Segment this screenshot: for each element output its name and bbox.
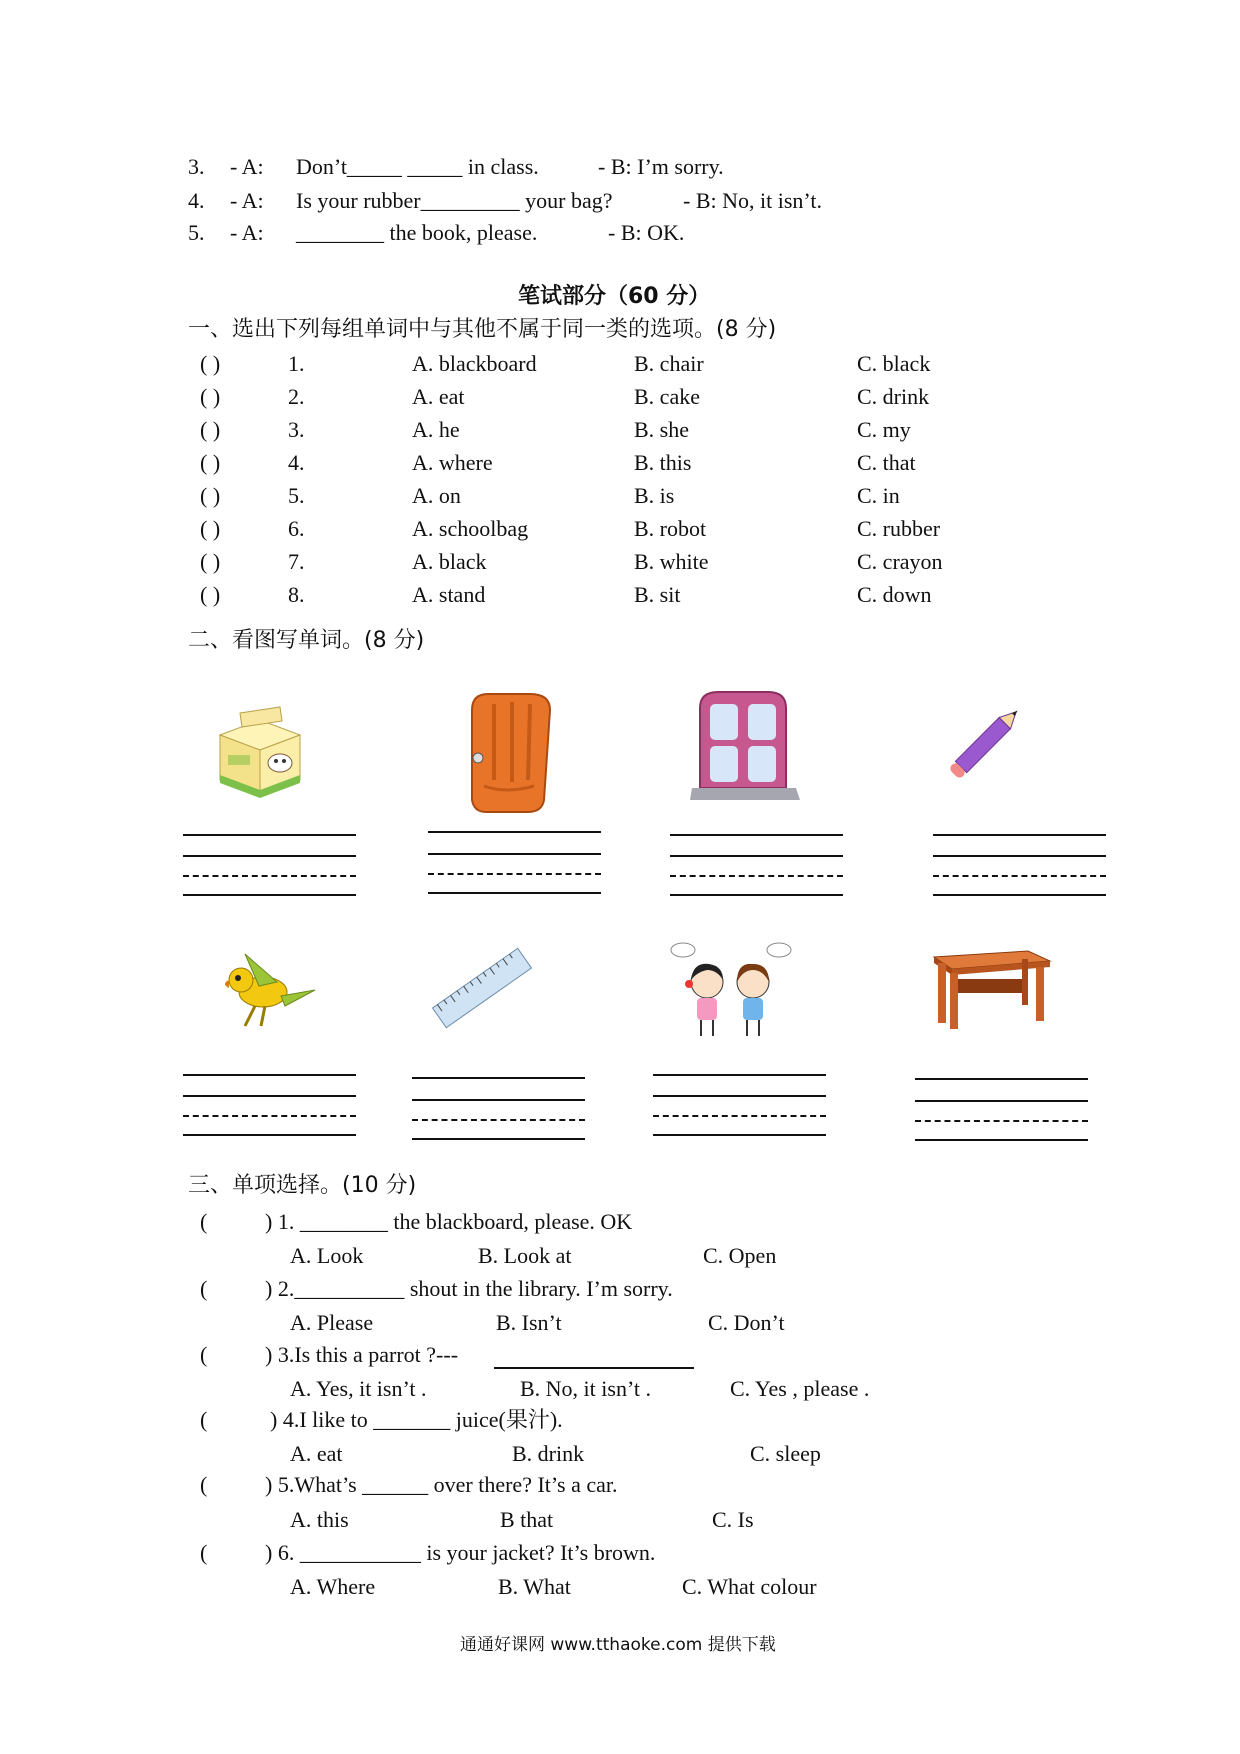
option-b: B. What: [498, 1574, 571, 1599]
item-number: 7.: [288, 549, 305, 574]
answer-paren[interactable]: ( ): [200, 549, 221, 574]
question-text: ) 3.Is this a parrot ?---: [265, 1342, 459, 1367]
answer-paren-open[interactable]: (: [200, 1472, 208, 1497]
pencil-icon: [945, 690, 1035, 785]
answer-paren[interactable]: ( ): [200, 384, 221, 409]
option-c: C. What colour: [682, 1574, 817, 1599]
dialogue-4-num: 4.: [188, 188, 205, 213]
dialogue-3-text: Don’t_____ _____ in class.: [296, 154, 539, 179]
option-a: A. Where: [290, 1574, 376, 1599]
option-c: C. that: [857, 450, 916, 475]
item-number: 4.: [288, 450, 305, 475]
option-c: C. rubber: [857, 516, 941, 541]
option-b: B. chair: [634, 351, 704, 376]
option-a: A. eat: [412, 384, 465, 409]
option-c: C. Don’t: [708, 1310, 785, 1335]
footer-source: 通通好课网 www.tthaoke.com 提供下载: [460, 1635, 776, 1655]
item-number: 8.: [288, 582, 305, 607]
item-number: 2.: [288, 384, 305, 409]
dialogue-5-text: ________ the book, please.: [296, 220, 538, 245]
girls-talking-icon: [665, 940, 795, 1040]
answer-paren-open[interactable]: (: [200, 1407, 208, 1432]
question-text: ) 5.What’s ______ over there? It’s a car.: [265, 1472, 618, 1497]
option-b: B. she: [634, 417, 689, 442]
option-a: A. where: [412, 450, 493, 475]
option-c: C. in: [857, 483, 900, 508]
written-section-title: 笔试部分（60 分）: [518, 284, 711, 309]
option-c: C. my: [857, 417, 911, 442]
answer-paren[interactable]: ( ): [200, 351, 221, 376]
option-a: A. on: [412, 483, 461, 508]
option-c: C. down: [857, 582, 932, 607]
question-text: ) 4.I like to _______ juice(果汁).: [270, 1407, 563, 1432]
door-icon: [458, 690, 558, 815]
item-number: 6.: [288, 516, 305, 541]
parrot-icon: [215, 950, 320, 1030]
option-a: A. he: [412, 417, 460, 442]
answer-paren-open[interactable]: (: [200, 1276, 208, 1301]
item-number: 1.: [288, 351, 305, 376]
dialogue-4-text: Is your rubber_________ your bag?: [296, 188, 613, 213]
milk-carton-icon: [210, 705, 310, 800]
dialogue-5-num: 5.: [188, 220, 205, 245]
option-a: A. blackboard: [412, 351, 537, 376]
option-b: B. is: [634, 483, 675, 508]
option-b: B. this: [634, 450, 692, 475]
option-b: B that: [500, 1507, 554, 1532]
ruler-icon: [430, 940, 535, 1035]
option-a: A. black: [412, 549, 487, 574]
answer-paren-open[interactable]: (: [200, 1342, 208, 1367]
option-b: B. No, it isn’t .: [520, 1376, 652, 1401]
dialogue-4-b: - B: No, it isn’t.: [683, 188, 822, 213]
item-number: 3.: [288, 417, 305, 442]
option-b: B. drink: [512, 1441, 585, 1466]
answer-paren[interactable]: ( ): [200, 582, 221, 607]
question-text: ) 6. ___________ is your jacket? It’s brown.: [265, 1540, 656, 1565]
option-c: C. Is: [712, 1507, 754, 1532]
section3-heading: 三、单项选择。(10 分): [188, 1173, 417, 1198]
option-a: A. eat: [290, 1441, 343, 1466]
dialogue-5-b: - B: OK.: [608, 220, 685, 245]
option-b: B. robot: [634, 516, 707, 541]
answer-paren[interactable]: ( ): [200, 417, 221, 442]
option-c: C. sleep: [750, 1441, 821, 1466]
answer-line[interactable]: [494, 1367, 694, 1369]
option-b: B. white: [634, 549, 709, 574]
option-c: C. black: [857, 351, 931, 376]
desk-icon: [928, 945, 1053, 1030]
answer-paren[interactable]: ( ): [200, 450, 221, 475]
window-icon: [688, 688, 803, 808]
question-text: ) 2.__________ shout in the library. I’m sorry.: [265, 1276, 673, 1301]
option-b: B. sit: [634, 582, 681, 607]
dialogue-5-a: - A:: [230, 220, 264, 245]
option-b: B. cake: [634, 384, 700, 409]
dialogue-3-b: - B: I’m sorry.: [598, 154, 724, 179]
option-b: B. Isn’t: [496, 1310, 562, 1335]
section2-heading: 二、看图写单词。(8 分): [188, 628, 425, 653]
option-a: A. Look: [290, 1243, 364, 1268]
section1-heading: 一、选出下列每组单词中与其他不属于同一类的选项。(8 分): [188, 317, 777, 342]
dialogue-3-num: 3.: [188, 154, 205, 179]
option-a: A. Yes, it isn’t .: [290, 1376, 427, 1401]
option-c: C. Open: [703, 1243, 777, 1268]
item-number: 5.: [288, 483, 305, 508]
dialogue-4-a: - A:: [230, 188, 264, 213]
answer-paren-open[interactable]: (: [200, 1209, 208, 1234]
answer-paren[interactable]: ( ): [200, 516, 221, 541]
option-a: A. stand: [412, 582, 486, 607]
option-c: C. crayon: [857, 549, 943, 574]
option-a: A. this: [290, 1507, 349, 1532]
option-c: C. Yes , please .: [730, 1376, 870, 1401]
answer-paren-open[interactable]: (: [200, 1540, 208, 1565]
option-a: A. schoolbag: [412, 516, 529, 541]
question-text: ) 1. ________ the blackboard, please. OK: [265, 1209, 633, 1234]
option-a: A. Please: [290, 1310, 374, 1335]
dialogue-3-a: - A:: [230, 154, 264, 179]
answer-paren[interactable]: ( ): [200, 483, 221, 508]
option-c: C. drink: [857, 384, 930, 409]
option-b: B. Look at: [478, 1243, 572, 1268]
